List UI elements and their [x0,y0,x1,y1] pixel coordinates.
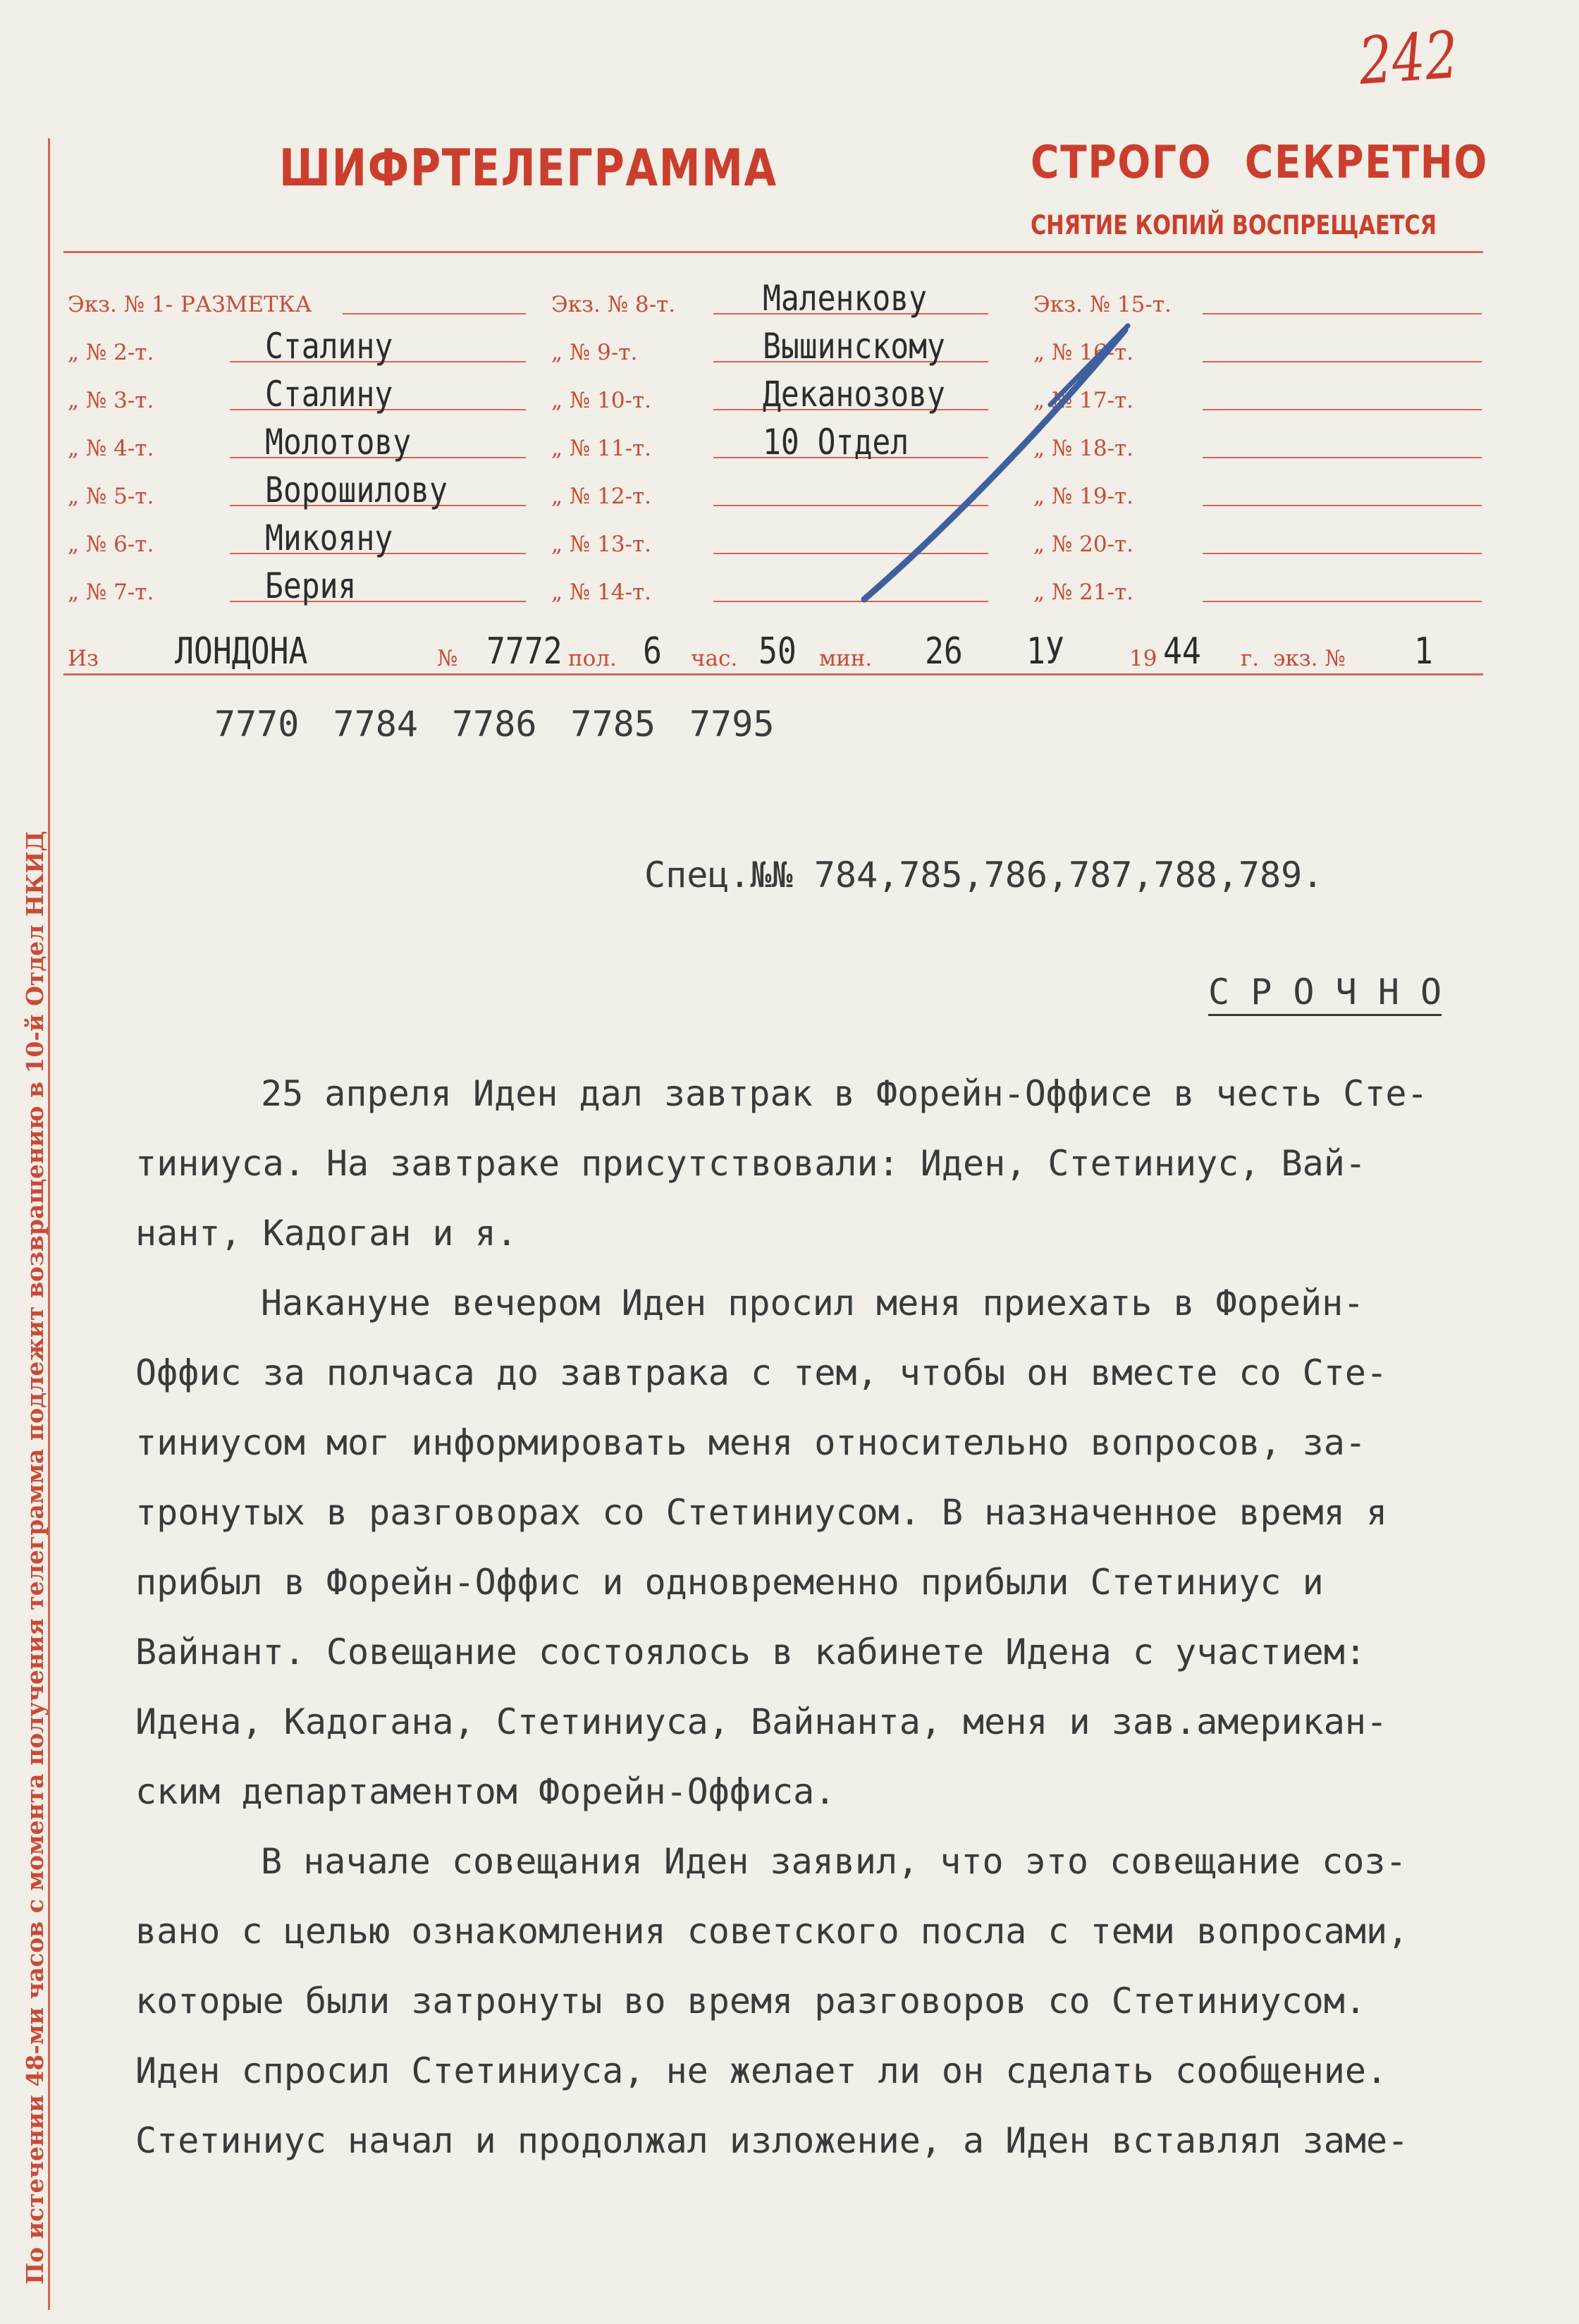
copy-label: Экз. № 1- [68,292,173,317]
body-line: Оффис за полчаса до завтрака с тем, чтобы он вместе со Сте- [135,1352,1388,1393]
recipient-name: Маленкову [763,278,928,319]
body-line: Стетиниус начал и продолжал изложение, а Иден вставлял заме- [135,2120,1409,2161]
body-line: которые были затронуты во время разговоров со Стетиниусом. [135,1981,1366,2022]
copy-label: „ № 3-т. [68,388,154,413]
body-line: Вайнант. Совещание состоялось в кабинете Идена с участием: [135,1632,1366,1672]
copy-label: „ № 11-т. [551,436,652,461]
received-year: 44 [1163,630,1201,673]
urgent-mark: С Р О Ч Н О [1208,972,1442,1013]
year-label: г. [1241,646,1260,671]
body-line: Идена, Кадогана, Стетиниуса, Вайнанта, меня и зав.американ- [135,1701,1388,1742]
hour-label: час. [691,646,738,671]
copy-label: „ № 7-т. [68,580,154,605]
special-numbers: Спец.№№ 784,785,786,787,788,789. [644,855,1324,895]
copy-number: 1 [1414,630,1433,673]
copy-label: „ № 18-т. [1033,436,1134,461]
message-body [135,1059,1545,2176]
copy-printed-value: РАЗМЕТКА [180,292,312,317]
copy-label: „ № 21-т. [1033,580,1134,605]
received-label: пол. [568,646,617,671]
recipient-name: Микояну [265,518,393,558]
recipient-name: Сталину [265,374,393,415]
return-notice: По истечении 48-ми часов с момента получения телеграмма подлежит возвращению в 10-й Отдел НКИД [21,831,49,2285]
recipient-name: Берия [265,565,357,606]
body-line: тиниусом мог информировать меня относительно вопросов, за- [135,1422,1366,1463]
reference-numbers: 7770 7784 7786 7785 7795 [214,704,775,745]
body-line: 25 апреля Иден дал завтрак в Форейн-Оффисе в честь Сте- [261,1073,1428,1114]
copy-label: „ № 16-т. [1033,340,1134,365]
copy-prohibition: СНЯТИЕ КОПИЙ ВОСПРЕЩАЕТСЯ [1031,210,1437,240]
year-prefix: 19 [1129,646,1157,671]
recipient-name: Сталину [265,326,393,367]
body-line: тронутых в разговорах со Стетиниусом. В назначенное время я [135,1492,1388,1533]
copy-label: Экз. № 15-т. [1033,292,1172,317]
body-line: вано с целью ознакомления советского посла с теми вопросами, [135,1911,1409,1952]
copy-label: „ № 20-т. [1033,532,1134,557]
copy-label: „ № 12-т. [551,484,652,509]
recipient-name: Деканозову [763,374,945,415]
classification-stamp: СТРОГО СЕКРЕТНО [1031,137,1489,189]
minute-label: мин. [819,646,873,671]
copy-label: „ № 17-т. [1033,388,1134,413]
body-line: тиниуса. На завтраке присутствовали: Иден, Стетиниус, Вай- [135,1143,1366,1184]
body-line: прибыл в Форейн-Оффис и одновременно прибыли Стетиниус и [135,1562,1324,1603]
copy-label: „ № 13-т. [551,532,652,557]
copy-label: „ № 10-т. [551,388,652,413]
copy-label: Экз. № 8-т. [551,292,676,317]
copy-label: „ № 5-т. [68,484,154,509]
recipient-name: Вышинскому [763,326,945,367]
copy-label: „ № 14-т. [551,580,652,605]
body-line: ским департаментом Форейн-Оффиса. [135,1771,836,1812]
copy-label: „ № 4-т. [68,436,154,461]
received-minute: 50 [758,630,797,673]
recipient-name: Ворошилову [265,470,448,510]
recipient-name: 10 Отдел [763,422,909,463]
from-city: ЛОНДОНА [175,630,308,673]
origin-row [63,620,1483,677]
copy-label: „ № 6-т. [68,532,154,557]
received-day: 26 [925,630,963,673]
recipient-name: Молотову [265,422,412,463]
body-line: В начале совещания Иден заявил, что это совещание соз- [261,1841,1407,1882]
received-month: 1У [1026,630,1064,673]
number-label: № [437,646,458,671]
document-title: ШИФРТЕЛЕГРАММА [279,138,778,197]
archive-number: 242 [1356,17,1461,99]
origin-rule [63,673,1483,675]
copy-label: „ № 19-т. [1033,484,1134,509]
copy-number-label: экз. № [1273,646,1346,671]
body-line: нант, Кадоган и я. [135,1213,517,1254]
body-line: Накануне вечером Иден просил меня приехать в Форейн- [261,1283,1365,1323]
from-label: Из [68,646,99,671]
telegram-number: 7772 [486,630,563,673]
body-line: Иден спросил Стетиниуса, не желает ли он сделать сообщение. [135,2050,1388,2091]
received-hour: 6 [643,630,662,673]
copy-label: „ № 2-т. [68,340,154,365]
copy-label: „ № 9-т. [551,340,638,365]
